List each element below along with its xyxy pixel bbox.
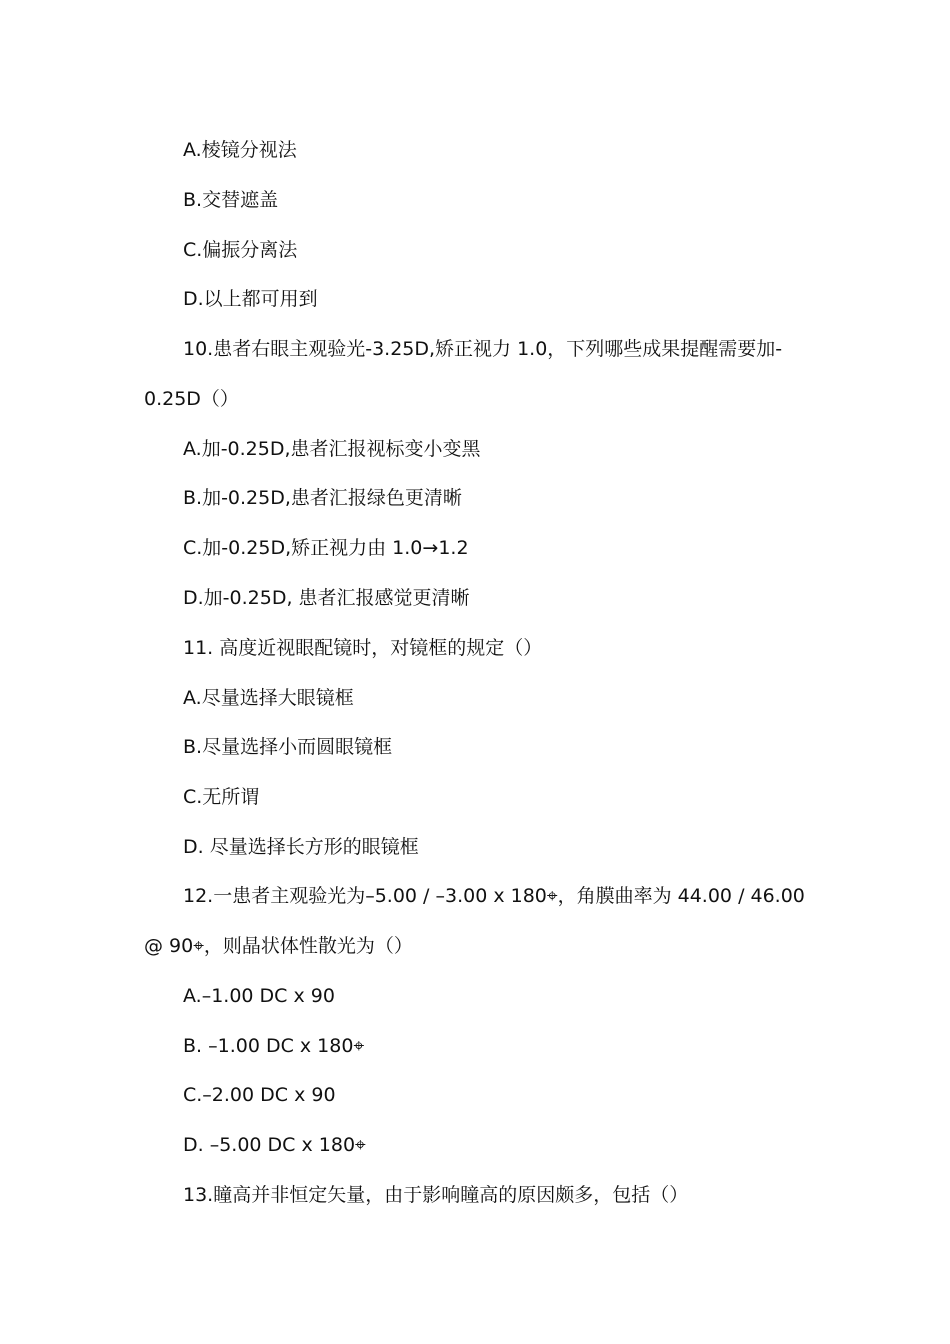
q9-option-b: B.交替遮盖 <box>183 189 279 211</box>
q12-stem-line1: 12.一患者主观验光为–5.00 / –3.00 x 180⌖，角膜曲率为 44.00 / 46.00 <box>183 885 805 907</box>
q11-option-a: A.尽量选择大眼镜框 <box>183 687 354 709</box>
q11-stem: 11. 高度近视眼配镜时，对镜框的规定（） <box>183 637 543 659</box>
q13-stem: 13.瞳高并非恒定矢量，由于影响瞳高的原因颇多，包括（） <box>183 1184 689 1206</box>
q9-option-d: D.以上都可用到 <box>183 288 318 310</box>
q12-option-b: B. –1.00 DC x 180⌖ <box>183 1035 365 1057</box>
q10-option-b: B.加-0.25D,患者汇报绿色更清晰 <box>183 487 462 509</box>
q12-option-d: D. –5.00 DC x 180⌖ <box>183 1134 366 1156</box>
q12-stem-line2: @ 90⌖，则晶状体性散光为（） <box>144 935 413 957</box>
q10-stem-line2: 0.25D（） <box>144 388 239 410</box>
q12-option-c: C.–2.00 DC x 90 <box>183 1084 336 1106</box>
q11-option-b: B.尽量选择小而圆眼镜框 <box>183 736 393 758</box>
q11-option-d: D. 尽量选择长方形的眼镜框 <box>183 836 419 858</box>
q10-option-a: A.加-0.25D,患者汇报视标变小变黑 <box>183 438 481 460</box>
q10-option-c: C.加-0.25D,矫正视力由 1.0→1.2 <box>183 537 469 559</box>
q12-option-a: A.–1.00 DC x 90 <box>183 985 335 1007</box>
q11-option-c: C.无所谓 <box>183 786 260 808</box>
q9-option-a: A.棱镜分视法 <box>183 139 297 161</box>
q10-stem-line1: 10.患者右眼主观验光-3.25D,矫正视力 1.0，下列哪些成果提醒需要加- <box>183 338 783 360</box>
q9-option-c: C.偏振分离法 <box>183 239 298 261</box>
q10-option-d: D.加-0.25D, 患者汇报感觉更清晰 <box>183 587 470 609</box>
